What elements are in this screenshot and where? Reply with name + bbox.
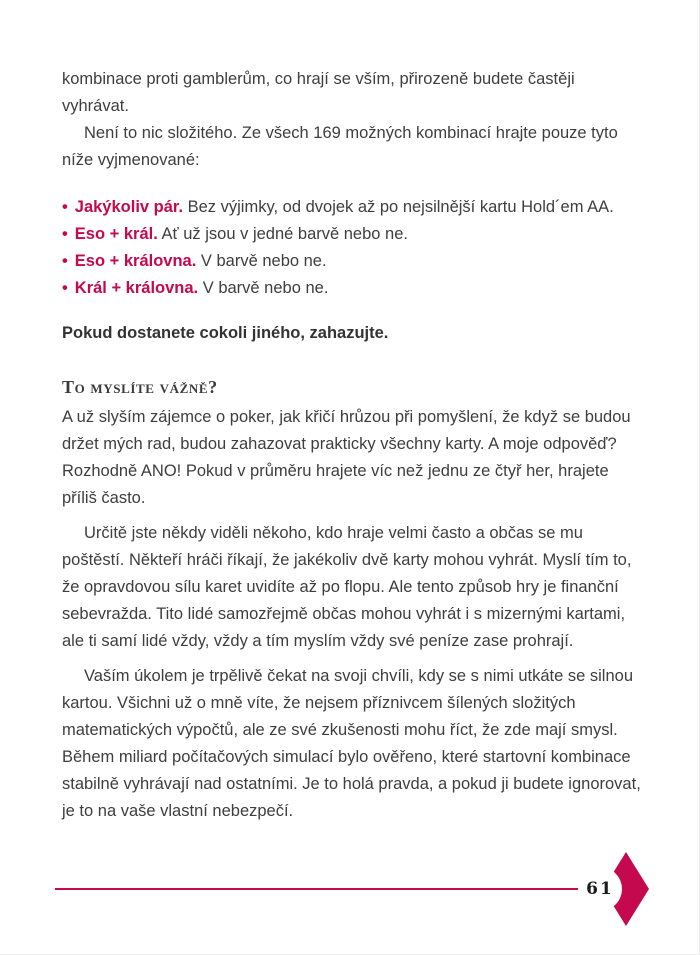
hand-list-item — [62, 275, 644, 302]
page-number: 61 — [586, 879, 614, 899]
paragraph-body: Vaším úkolem je trpělivě čekat na svoji chvíli, kdy se s nimi utkáte se silnou kartou. Všichni už o mně víte, že nejsem příznivcem šílených složitých matematických výpočtů, ale ze své zkušenosti mohu říct, že zde mají smysl. Během miliard počítačových simulací bylo ověřeno, které startovní kombinace stabilně vyhrávají nad ostatními. Je to holá pravda, a pokud ji budete ignorovat, je to na vaše vlastní nebezpečí. — [62, 667, 641, 820]
hand-text: Bez výjimky, od dvojek až po nejsilnější kartu Hold´em AA. — [183, 198, 614, 216]
section-heading: To myslíte vážně? — [62, 377, 218, 397]
hand-list-item — [62, 221, 644, 248]
starting-hands-list — [62, 194, 644, 302]
bullet-icon: • — [62, 225, 68, 243]
hand-list-item — [62, 194, 644, 221]
hand-lead: Král + královna. — [74, 279, 199, 297]
paragraph-body: A už slyším zájemce o poker, jak křičí hrůzou při pomyšlení, že když se budou držet mých rad, budou zahazovat prakticky všechny karty. A moje odpověď? Rozhodně ANO! Pokud v průměru hrajete víc než jednu ze čtyř her, hrajete příliš často. — [62, 408, 631, 507]
hand-lead: Jakýkoliv pár. — [74, 198, 184, 216]
paragraph-instruction: Není to nic složitého. Ze všech 169 možných kombinací hrajte pouze tyto níže vyjmenované: — [62, 124, 618, 169]
hand-lead: Eso + král. — [74, 225, 158, 243]
hand-list-item — [62, 248, 644, 275]
rule-statement: Pokud dostanete cokoli jiného, zahazujte. — [62, 324, 389, 342]
paragraph-body: Určitě jste někdy viděli někoho, kdo hraje velmi často a občas se mu poštěstí. Někteří hráči říkají, že jakékoliv dvě karty mohou vyhrát. Myslí tím to, že opravdovou sílu karet uvidíte až po flopu. Ale tento způsob hry je finanční sebevražda. Tito lidé samozřejmě občas mohou vyhrát i s mizernými kartami, ale ti samí lidé vždy, vždy a tím myslím vždy své peníze zase prohrají. — [62, 524, 632, 650]
hand-text: V barvě nebo ne. — [196, 252, 327, 270]
hand-text: V barvě nebo ne. — [198, 279, 329, 297]
footer-rule — [55, 888, 646, 890]
page-content — [62, 66, 644, 825]
bullet-icon: • — [62, 252, 68, 270]
hand-lead: Eso + královna. — [74, 252, 197, 270]
bullet-icon: • — [62, 279, 68, 297]
hand-text: Ať už jsou v jedné barvě nebo ne. — [157, 225, 408, 243]
page-number-badge — [578, 867, 622, 911]
bullet-icon: • — [62, 198, 68, 216]
paragraph-intro: kombinace proti gamblerům, co hrají se vším, přirozeně budete častěji vyhrávat. — [62, 70, 575, 115]
